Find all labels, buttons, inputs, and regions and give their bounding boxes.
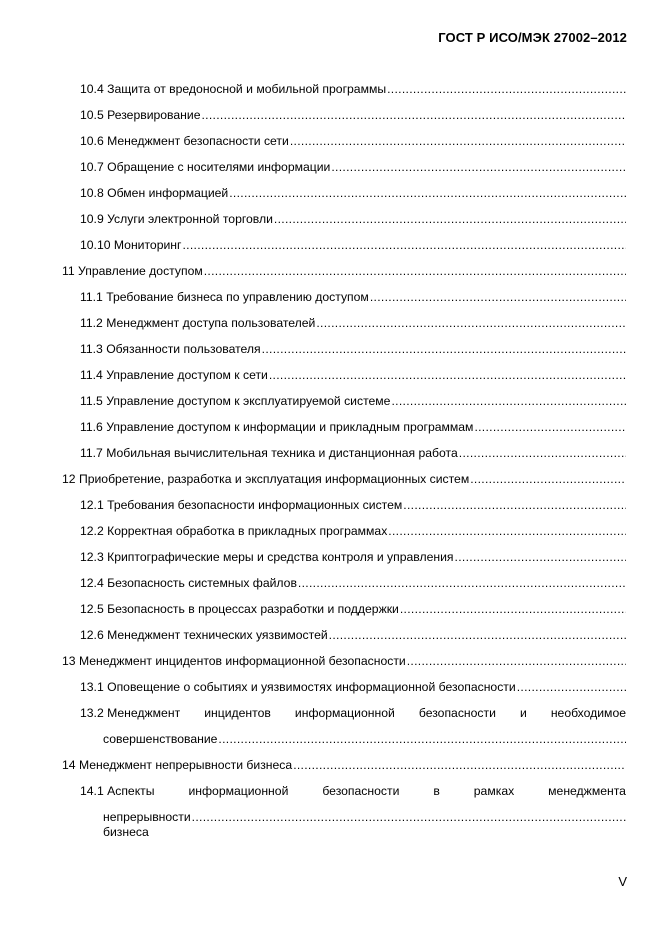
dot-leader bbox=[262, 342, 626, 357]
toc-entry-title: 13 Менеджмент инцидентов информационной безопасности bbox=[62, 654, 406, 668]
toc-subsection[interactable] bbox=[62, 134, 626, 160]
toc-entry-title: 10.8 Обмен информацией bbox=[80, 186, 229, 200]
toc-subsection[interactable] bbox=[62, 394, 626, 420]
toc-entry-title: 10.9 Услуги электронной торговли bbox=[80, 212, 273, 226]
dot-leader bbox=[400, 602, 626, 617]
toc-subsection[interactable] bbox=[62, 550, 626, 576]
dot-leader bbox=[387, 82, 626, 97]
dot-leader bbox=[407, 654, 626, 669]
toc-entry-title: 12.3 Криптографические меры и средства контроля и управления bbox=[80, 550, 454, 564]
dot-leader bbox=[229, 186, 626, 201]
toc-entry-title: 10.7 Обращение с носителями информации bbox=[80, 160, 331, 174]
toc-entry-continuation: непрерывности бизнеса bbox=[103, 810, 191, 839]
toc-entry-title: 12.6 Менеджмент технических уязвимостей bbox=[80, 628, 328, 642]
toc-subsection[interactable] bbox=[62, 628, 626, 654]
toc-entry-title: 11.2 Менеджмент доступа пользователей bbox=[80, 316, 316, 330]
toc-entry-title: 11.3 Обязанности пользователя bbox=[80, 342, 261, 356]
toc-section[interactable] bbox=[62, 758, 626, 784]
dot-leader bbox=[470, 472, 626, 487]
dot-leader bbox=[204, 264, 626, 279]
dot-leader bbox=[316, 316, 626, 331]
toc-subsection[interactable] bbox=[62, 498, 626, 524]
dot-leader bbox=[290, 134, 626, 149]
toc-subsection[interactable] bbox=[62, 82, 626, 108]
toc-subsection[interactable] bbox=[62, 420, 626, 446]
dot-leader bbox=[455, 550, 626, 565]
dot-leader bbox=[474, 420, 626, 435]
toc-entry-word: безопасности bbox=[322, 784, 400, 798]
toc-entry-word: 13.2 Менеджмент bbox=[80, 706, 181, 720]
dot-leader bbox=[388, 524, 626, 539]
toc-subsection[interactable] bbox=[62, 342, 626, 368]
toc-entry-word: рамках bbox=[473, 784, 515, 798]
toc-section[interactable] bbox=[62, 654, 626, 680]
dot-leader bbox=[298, 576, 626, 591]
toc-subsection[interactable] bbox=[62, 160, 626, 186]
toc-entry-title: 11.7 Мобильная вычислительная техника и дистанционная работа bbox=[80, 446, 458, 460]
dot-leader bbox=[293, 758, 626, 773]
toc-entry-word: безопасности bbox=[418, 706, 496, 720]
toc-entry-line bbox=[80, 810, 626, 839]
toc-entry-title: 11.4 Управление доступом к сети bbox=[80, 368, 268, 382]
dot-leader bbox=[192, 810, 626, 825]
toc-entry-title: 12.1 Требования безопасности информационных систем bbox=[80, 498, 403, 512]
toc-entry-continuation: совершенствование bbox=[103, 732, 218, 746]
table-of-contents bbox=[62, 82, 626, 839]
toc-subsection[interactable] bbox=[62, 212, 626, 238]
toc-entry-title: 10.6 Менеджмент безопасности сети bbox=[80, 134, 289, 148]
dot-leader bbox=[329, 628, 626, 643]
toc-subsection[interactable] bbox=[62, 290, 626, 316]
toc-entry-word: информационной bbox=[188, 784, 289, 798]
toc-subsection[interactable] bbox=[62, 108, 626, 134]
page-number: V bbox=[618, 874, 627, 889]
toc-entry-word: 14.1 Аспекты bbox=[80, 784, 155, 798]
dot-leader bbox=[517, 680, 626, 695]
dot-leader bbox=[182, 238, 626, 253]
toc-entry-title: 11.5 Управление доступом к эксплуатируемой системе bbox=[80, 394, 391, 408]
toc-subsection[interactable] bbox=[62, 576, 626, 602]
toc-subsection[interactable] bbox=[62, 446, 626, 472]
toc-section[interactable] bbox=[62, 264, 626, 290]
toc-entry-title: 10.10 Мониторинг bbox=[80, 238, 182, 252]
toc-entry-title: 12.2 Корректная обработка в прикладных программах bbox=[80, 524, 388, 538]
toc-subsection[interactable] bbox=[62, 784, 626, 839]
dot-leader bbox=[391, 394, 626, 409]
dot-leader bbox=[370, 290, 626, 305]
toc-entry-word: менеджмента bbox=[548, 784, 626, 798]
toc-subsection[interactable] bbox=[62, 186, 626, 212]
toc-entry-title: 11 Управление доступом bbox=[62, 264, 203, 278]
dot-leader bbox=[331, 160, 626, 175]
toc-entry-line bbox=[80, 706, 626, 732]
toc-subsection[interactable] bbox=[62, 524, 626, 550]
toc-subsection[interactable] bbox=[62, 368, 626, 394]
toc-entry-word: инцидентов bbox=[204, 706, 271, 720]
toc-entry-word: необходимое bbox=[550, 706, 626, 720]
toc-entry-line bbox=[80, 784, 626, 810]
toc-section[interactable] bbox=[62, 472, 626, 498]
toc-entry-word: информационной bbox=[294, 706, 395, 720]
toc-subsection[interactable] bbox=[62, 680, 626, 706]
dot-leader bbox=[218, 732, 626, 747]
toc-entry-word: в bbox=[433, 784, 440, 798]
toc-subsection[interactable] bbox=[62, 706, 626, 758]
toc-entry-title: 12 Приобретение, разработка и эксплуатация информационных систем bbox=[62, 472, 470, 486]
toc-entry-word: и bbox=[519, 706, 527, 720]
toc-subsection[interactable] bbox=[62, 316, 626, 342]
toc-subsection[interactable] bbox=[62, 238, 626, 264]
toc-entry-title: 12.5 Безопасность в процессах разработки и поддержки bbox=[80, 602, 399, 616]
dot-leader bbox=[274, 212, 626, 227]
toc-entry-title: 10.4 Защита от вредоносной и мобильной программы bbox=[80, 82, 387, 96]
dot-leader bbox=[269, 368, 626, 383]
toc-entry-title: 10.5 Резервирование bbox=[80, 108, 201, 122]
toc-entry-title: 13.1 Оповещение о событиях и уязвимостях информационной безопасности bbox=[80, 680, 516, 694]
toc-entry-title: 11.1 Требование бизнеса по управлению доступом bbox=[80, 290, 369, 304]
dot-leader bbox=[403, 498, 626, 513]
document-header: ГОСТ Р ИСО/МЭК 27002–2012 bbox=[438, 30, 627, 45]
dot-leader bbox=[459, 446, 626, 461]
toc-entry-title: 12.4 Безопасность системных файлов bbox=[80, 576, 297, 590]
dot-leader bbox=[202, 108, 627, 123]
toc-entry-line bbox=[80, 732, 626, 758]
toc-subsection[interactable] bbox=[62, 602, 626, 628]
toc-entry-title: 11.6 Управление доступом к информации и прикладным программам bbox=[80, 420, 474, 434]
toc-entry-title: 14 Менеджмент непрерывности бизнеса bbox=[62, 758, 293, 772]
